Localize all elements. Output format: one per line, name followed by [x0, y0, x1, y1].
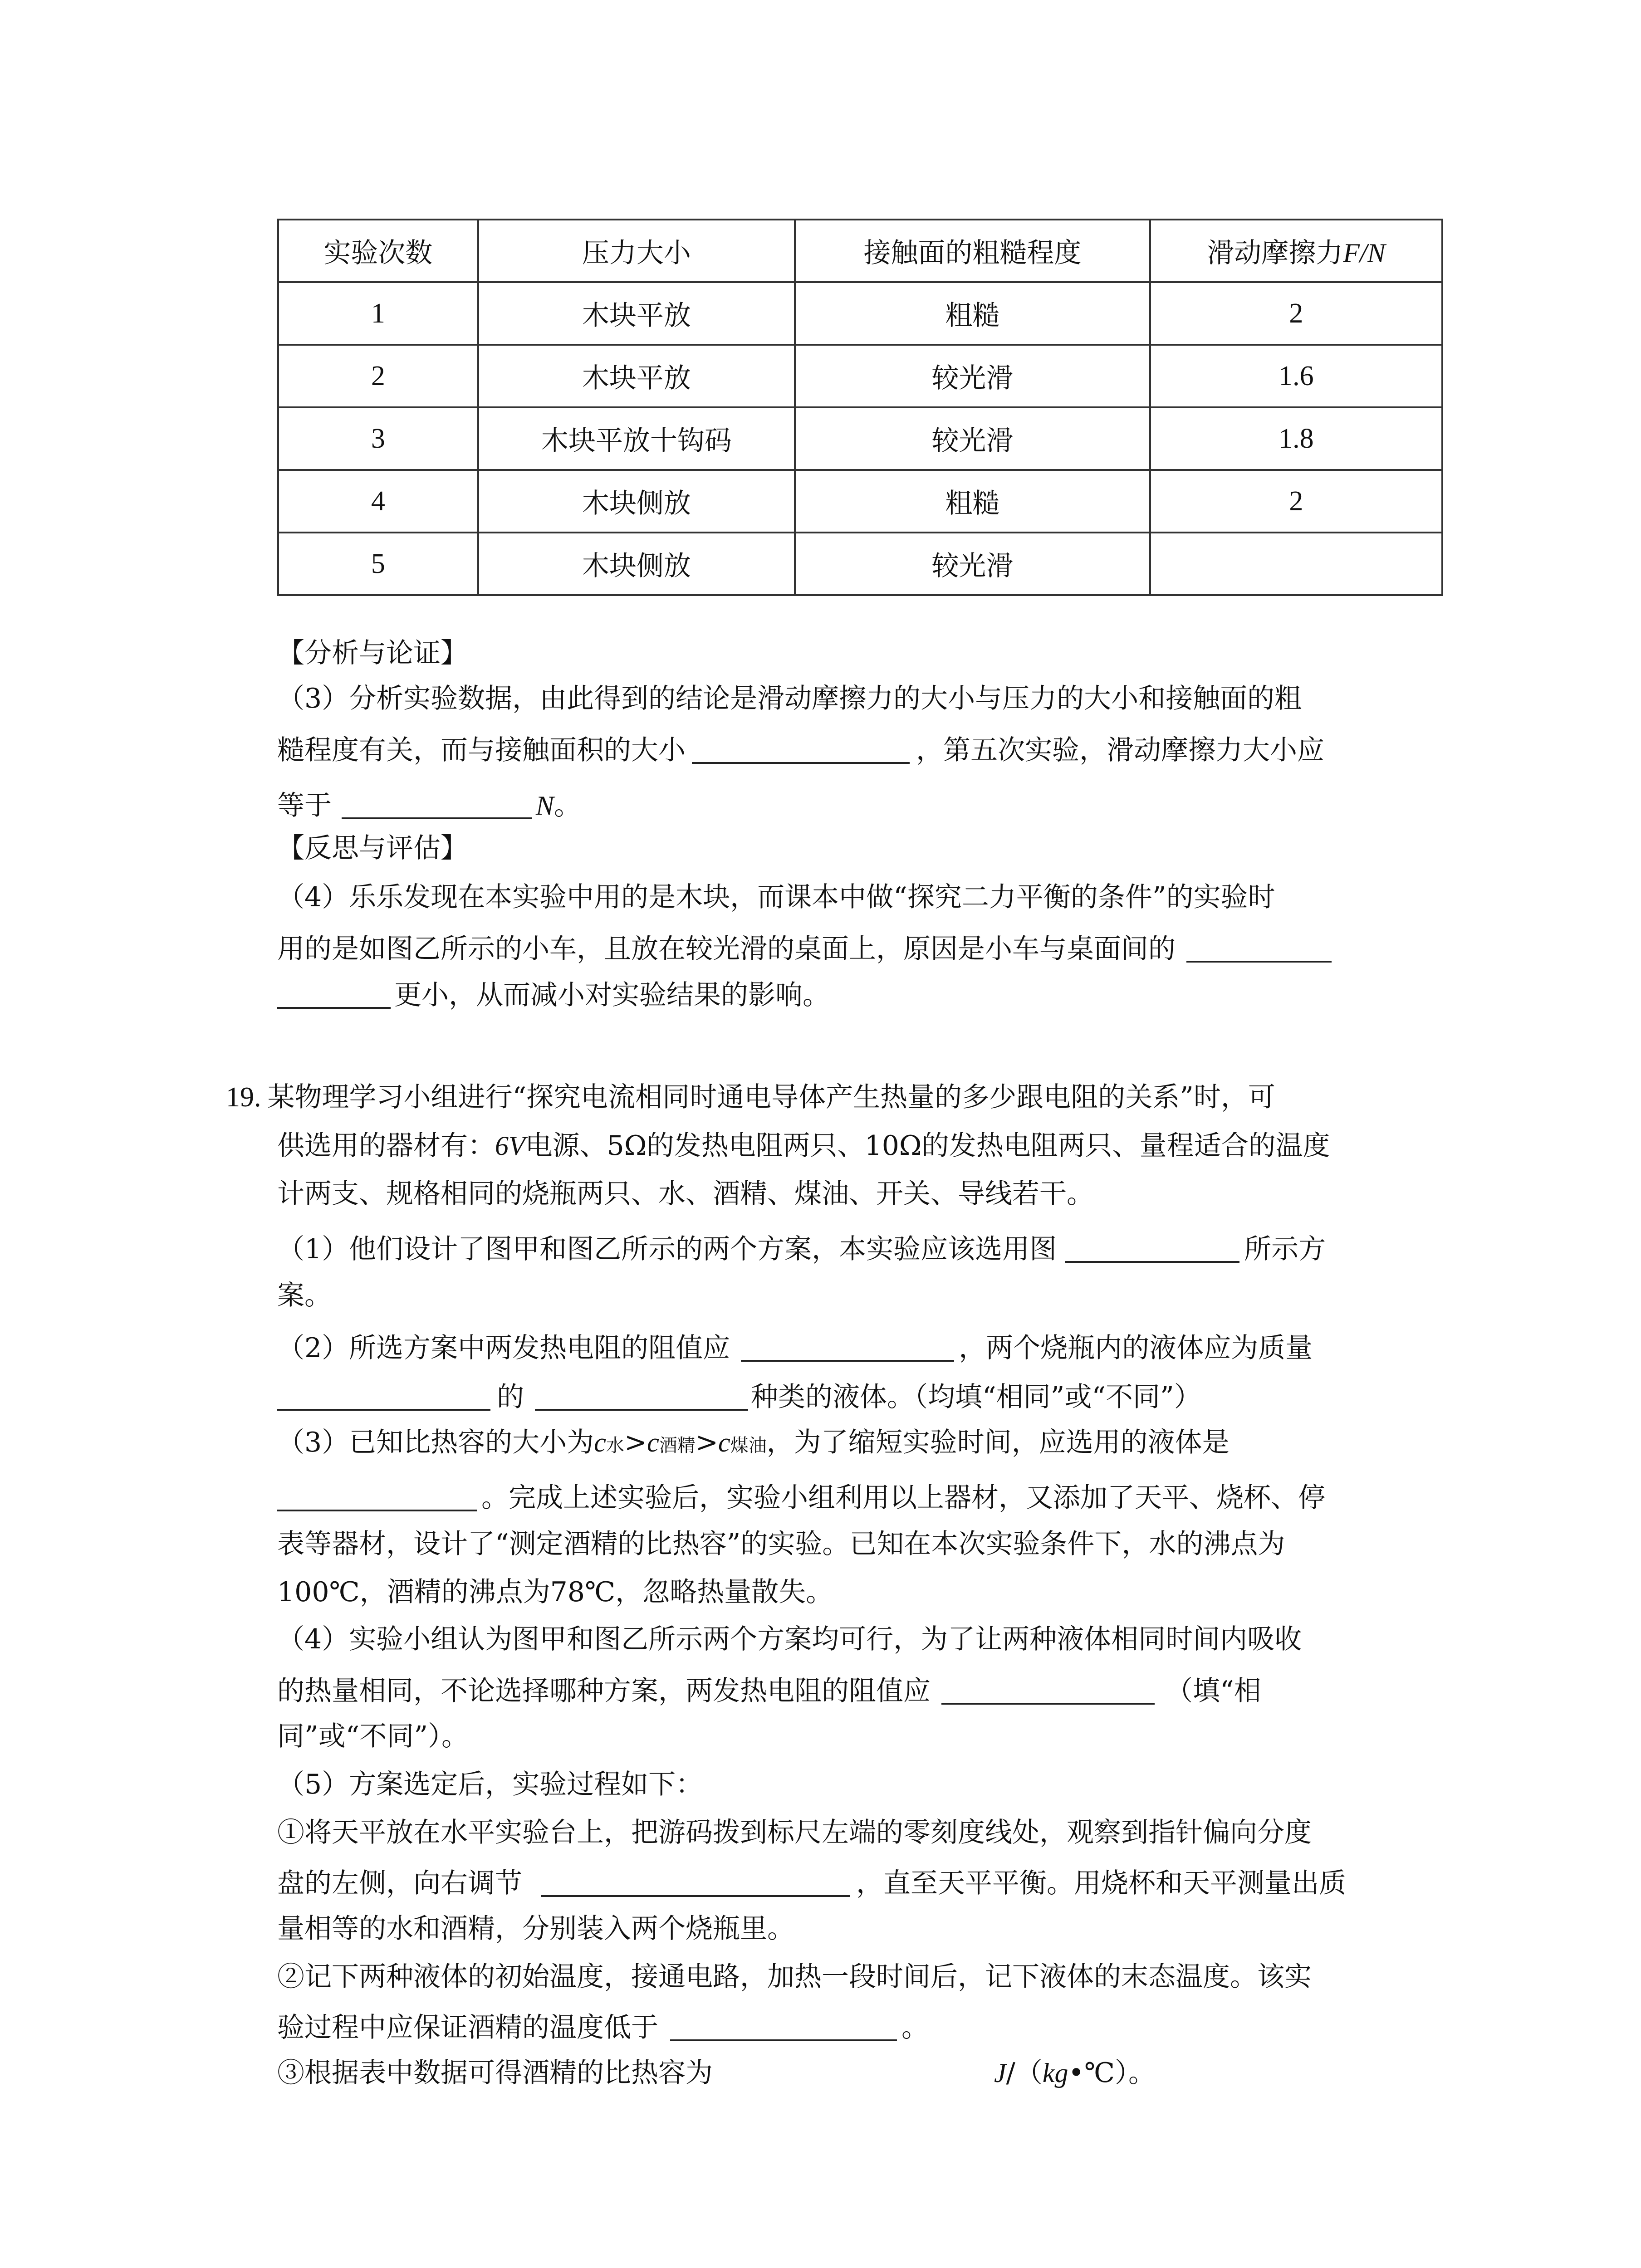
table-row: [278, 282, 1442, 345]
step2-text-c: 。: [901, 2012, 929, 2043]
table-cell: 5: [278, 533, 478, 595]
p19-s2-line-2: [277, 1381, 1201, 1411]
p19-s4-line-1: （4）实验小组认为图甲和图乙所示两个方案均可行，为了让两种液体相同时间内吸收: [277, 1623, 1302, 1655]
table-cell: 木块侧放: [478, 470, 795, 533]
q3-line-2: [277, 734, 1324, 764]
table-cell: 2: [1150, 470, 1442, 533]
q4-line-1: （4）乐乐发现在本实验中用的是木块，而课本中做“探究二力平衡的条件”的实验时: [277, 881, 1275, 913]
s4-text-c: （填“相: [1166, 1675, 1261, 1707]
s2-text-a: （2）所选方案中两发热电阻的阻值应: [277, 1332, 730, 1364]
answer-blank-friction-part-1[interactable]: [1186, 933, 1332, 963]
table-row: [278, 407, 1442, 470]
s1-text-b: 所示方: [1244, 1233, 1326, 1265]
q3-text-d: 。: [554, 790, 582, 821]
subscript-alcohol: 酒精: [659, 1435, 696, 1456]
table-cell: 木块平放: [478, 345, 795, 407]
table-header-row: [278, 220, 1442, 282]
problem-number: 19.: [226, 1082, 261, 1113]
table-cell: 1: [278, 282, 478, 345]
greater-than-sign: >: [695, 1427, 719, 1458]
step1-line-2: [277, 1867, 1346, 1897]
q3-text-a: 糙程度有关，而与接触面积的大小: [277, 734, 686, 766]
answer-blank-temperature[interactable]: [670, 2011, 897, 2041]
s3-text-c1: 。完成上述实验后，实验小组利用以上器材，又添加了天平、烧杯、停: [481, 1482, 1325, 1514]
p19-s3-line-3: 表等器材，设计了“测定酒精的比热容”的实验。已知在本次实验条件下，水的沸点为: [277, 1528, 1285, 1560]
q3-text-c: 等于: [277, 790, 332, 821]
s2-text-d: 种类的液体。（均填“相同”或“不同”）: [751, 1381, 1201, 1413]
table-cell: 木块侧放: [478, 533, 795, 595]
q3-text-b: ，第五次实验，滑动摩擦力大小应: [916, 734, 1324, 766]
p19-s1-line-1: [277, 1233, 1326, 1263]
table-cell: 4: [278, 470, 478, 533]
section-heading-analysis: 【分析与论证】: [277, 637, 468, 669]
answer-blank-scheme[interactable]: [1065, 1233, 1239, 1263]
s1-text-a: （1）他们设计了图甲和图乙所示的两个方案，本实验应该选用图: [277, 1233, 1057, 1265]
table-cell: 较光滑: [795, 533, 1150, 595]
header-friction-label: 滑动摩擦力: [1207, 237, 1343, 269]
answer-blank-resistance-equal[interactable]: [941, 1675, 1155, 1705]
answer-blank-liquid-choice[interactable]: [277, 1481, 477, 1511]
table-cell: 粗糙: [795, 470, 1150, 533]
table-cell: 木块平放: [478, 282, 795, 345]
c-symbol: c: [647, 1427, 659, 1457]
step1-text-c: ，直至天平平衡。用烧杯和天平测量出质: [856, 1867, 1346, 1899]
p19-s3-line-1: [277, 1429, 1230, 1456]
table-row: [278, 470, 1442, 533]
answer-blank-friction-part-2[interactable]: [277, 979, 391, 1009]
c-symbol: c: [594, 1427, 606, 1457]
q4-line-3: [277, 979, 830, 1009]
header-pressure: 压力大小: [478, 220, 795, 282]
unit-slash: /（: [1006, 2057, 1043, 2089]
subscript-kerosene: 煤油: [730, 1435, 767, 1456]
p19-s3-line-4: 100℃，酒精的沸点为78℃，忽略热量散失。: [277, 1576, 833, 1608]
q4-line-2: [277, 933, 1332, 963]
header-friction: [1150, 220, 1442, 282]
p19-s5-line: （5）方案选定后，实验过程如下：: [277, 1769, 703, 1800]
p19-s4-line-2: [277, 1675, 1261, 1705]
c-symbol: c: [718, 1427, 730, 1457]
step1-line-1: ①将天平放在水平实验台上，把游码拨到标尺左端的零刻度线处，观察到指针偏向分度: [277, 1817, 1312, 1848]
table-cell: 粗糙: [795, 282, 1150, 345]
table-cell: 1.6: [1150, 345, 1442, 407]
table-cell: 木块平放十钩码: [478, 407, 795, 470]
step3-line: [277, 2059, 1156, 2087]
p19-text-b: 电源、5Ω的发热电阻两只、10Ω的发热电阻两只、量程适合的温度: [525, 1130, 1330, 1162]
table-cell: 3: [278, 407, 478, 470]
answer-blank-friction-value[interactable]: [342, 789, 532, 819]
header-friction-unit: F/N: [1343, 238, 1386, 268]
answer-blank-resistance[interactable]: [741, 1332, 954, 1362]
greater-than-sign: >: [624, 1427, 647, 1458]
p19-s3-line-2: [277, 1481, 1325, 1514]
p19-text-a: 供选用的器材有：: [277, 1130, 495, 1162]
answer-blank-liquid-type[interactable]: [535, 1381, 748, 1411]
experiment-table: [277, 219, 1443, 596]
p19-s2-line-1: [277, 1332, 1313, 1362]
header-roughness: 接触面的粗糙程度: [795, 220, 1150, 282]
s4-text-b: 的热量相同，不论选择哪种方案，两发热电阻的阻值应: [277, 1675, 931, 1707]
unit-celsius: •℃）。: [1068, 2057, 1156, 2089]
unit-newton: N: [536, 791, 554, 821]
s2-text-b: ，两个烧瓶内的液体应为质量: [959, 1332, 1313, 1364]
subscript-water: 水: [606, 1435, 624, 1456]
p19-s1-line-2: 案。: [277, 1280, 332, 1311]
q4-text-b: 更小，从而减小对实验结果的影响。: [394, 979, 830, 1011]
s3-text-b: ，为了缩短实验时间，应选用的液体是: [766, 1427, 1230, 1458]
answer-blank-balance-nut[interactable]: [541, 1867, 850, 1897]
section-heading-reflection: 【反思与评估】: [277, 832, 468, 864]
step3-text-a: ③根据表中数据可得酒精的比热容为: [277, 2057, 713, 2089]
unit-kg: kg: [1042, 2058, 1068, 2088]
table-cell: 较光滑: [795, 345, 1150, 407]
table-cell: 1.8: [1150, 407, 1442, 470]
s3-text-a: （3）已知比热容的大小为: [277, 1427, 594, 1458]
s2-text-c: 的: [497, 1381, 524, 1413]
step2-line-1: ②记下两种液体的初始温度，接通电路，加热一段时间后，记下液体的末态温度。该实: [277, 1961, 1312, 1993]
unit-joule: J: [994, 2058, 1006, 2088]
q3-line-1: （3）分析实验数据，由此得到的结论是滑动摩擦力的大小与压力的大小和接触面的粗: [277, 683, 1302, 714]
q3-line-3: [277, 789, 581, 819]
p19-line-3: 计两支、规格相同的烧瓶两只、水、酒精、煤油、开关、导线若干。: [277, 1178, 1094, 1210]
p19-line-1: [226, 1083, 1275, 1111]
table-row: [278, 533, 1442, 595]
table-row: [278, 345, 1442, 407]
header-trial: 实验次数: [278, 220, 478, 282]
voltage-value: 6V: [495, 1131, 525, 1161]
q4-text-a: 用的是如图乙所示的小车，且放在较光滑的桌面上，原因是小车与桌面间的: [277, 933, 1176, 965]
table-cell: 较光滑: [795, 407, 1150, 470]
p19-text: 某物理学习小组进行“探究电流相同时通电导体产生热量的多少跟电阻的关系”时，可: [267, 1081, 1275, 1113]
p19-s4-line-3: 同”或“不同”）。: [277, 1721, 469, 1752]
p19-line-2: [277, 1130, 1330, 1162]
step2-text-b: 验过程中应保证酒精的温度低于: [277, 2012, 658, 2043]
answer-blank-mass[interactable]: [277, 1381, 490, 1411]
step2-line-2: [277, 2011, 929, 2041]
answer-blank-contact-area[interactable]: [692, 734, 910, 764]
step1-text-b: 盘的左侧，向右调节: [277, 1867, 522, 1899]
table-cell: 2: [278, 345, 478, 407]
table-cell-empty: [1150, 533, 1442, 595]
step1-line-3: 量相等的水和酒精，分别装入两个烧瓶里。: [277, 1913, 794, 1945]
answer-space-specific-heat[interactable]: [713, 2077, 994, 2082]
table-cell: 2: [1150, 282, 1442, 345]
